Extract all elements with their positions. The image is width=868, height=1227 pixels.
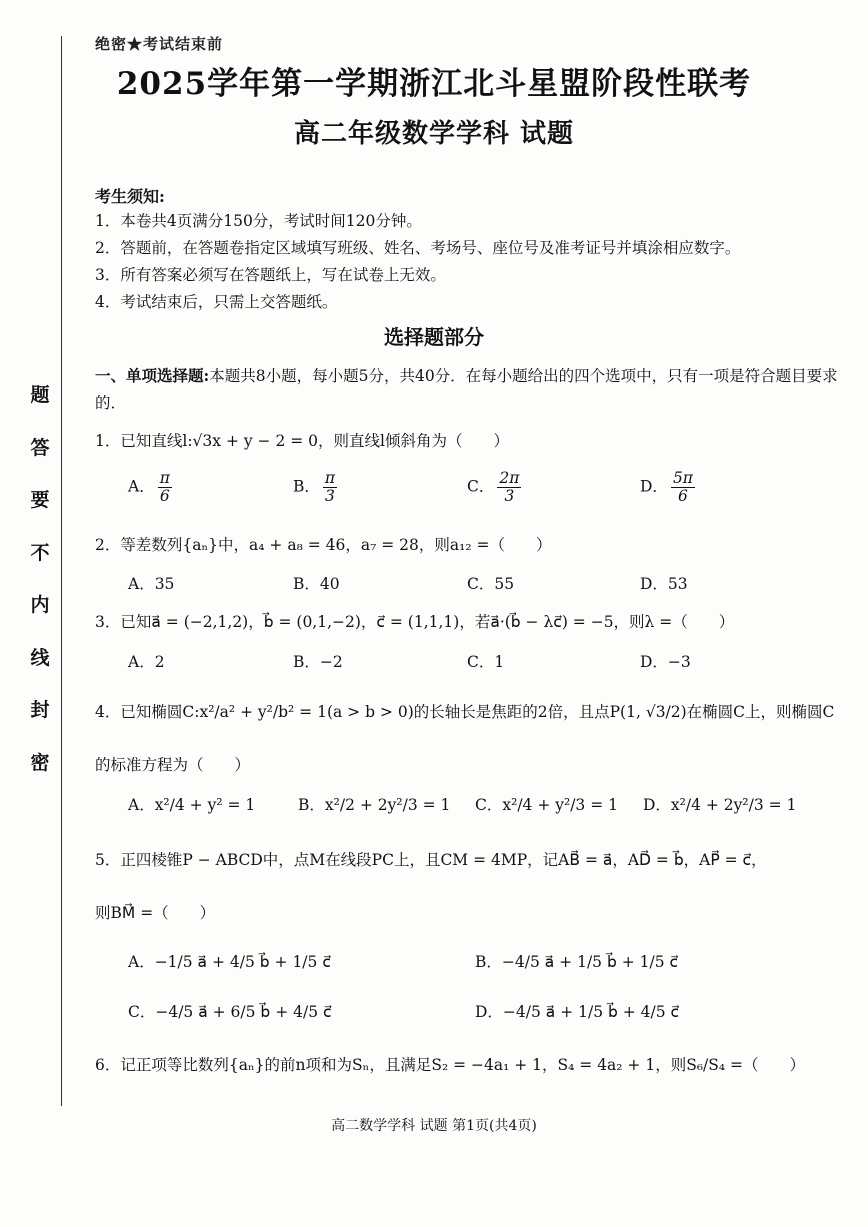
notice-item: 1．本卷共4页满分150分，考试时间120分钟。 xyxy=(95,212,422,230)
q3-option-a: A．2 xyxy=(128,653,165,671)
notice-item: 4．考试结束后，只需上交答题纸。 xyxy=(95,293,338,311)
q2-option-a: A．35 xyxy=(128,575,175,593)
q5-option-d: D．−4/5 a⃗ + 1/5 b⃗ + 4/5 c⃗ xyxy=(475,1003,680,1021)
q3-option-c: C．1 xyxy=(467,653,505,671)
q4-option-b: B．x²/2 + 2y²/3 = 1 xyxy=(298,796,451,814)
question-3-stem: 3．已知a⃗ = (−2,1,2)，b⃗ = (0,1,−2)，c⃗ = (1,1,1)，若a⃗·(b⃗ − λc⃗) = −5，则λ =（ ） xyxy=(95,613,735,631)
question-5-stem-cont: 则BM⃗ =（ ） xyxy=(95,904,216,922)
q2-option-c: C．55 xyxy=(467,575,515,593)
question-4-stem: 4．已知椭圆C:x²/a² + y²/b² = 1(a > b > 0)的长轴长是焦距的2倍，且点P(1, √3/2)在椭圆C上，则椭圆C xyxy=(95,703,835,721)
q5-option-a: A．−1/5 a⃗ + 4/5 b⃗ + 1/5 c⃗ xyxy=(128,953,331,971)
question-4-stem-cont: 的标准方程为（ ） xyxy=(95,756,251,774)
part-label: 一、单项选择题: xyxy=(95,366,210,385)
q4-option-c: C．x²/4 + y²/3 = 1 xyxy=(475,796,618,814)
question-2-stem: 2．等差数列{aₙ}中，a₄ + a₈ = 46，a₇ = 28，则a₁₂ =（ ） xyxy=(95,536,552,554)
notice-item: 3．所有答案必须写在答题纸上，写在试卷上无效。 xyxy=(95,266,446,284)
notice-heading: 考生须知: xyxy=(95,187,165,206)
part-text: 本题共8小题，每小题5分，共40分．在每小题给出的四个选项中，只有一项是符合题目要求的． xyxy=(95,367,838,412)
exam-title: 2025学年第一学期浙江北斗星盟阶段性联考 xyxy=(116,66,752,102)
part-instructions xyxy=(95,362,860,417)
page-footer: 高二数学学科 试题 第1页(共4页) xyxy=(331,1118,537,1134)
seal-char: 题 xyxy=(30,384,50,406)
question-1-stem: 1．已知直线l:√3x + y − 2 = 0，则直线l倾斜角为（ ） xyxy=(95,432,509,450)
seal-char: 内 xyxy=(30,594,50,616)
seal-warning xyxy=(28,380,52,800)
q3-option-b: B．−2 xyxy=(293,653,343,671)
seal-char: 线 xyxy=(30,646,50,669)
confidential-note: 绝密★考试结束前 xyxy=(95,35,224,53)
q4-option-a: A．x²/4 + y² = 1 xyxy=(128,796,256,814)
seal-char: 答 xyxy=(30,436,50,459)
q1-option-d: D． $\frac{5\pi}{6}$ xyxy=(640,469,693,506)
seal-char: 封 xyxy=(30,699,50,721)
q4-option-d: D．x²/4 + 2y²/3 = 1 xyxy=(643,796,797,814)
question-6-stem: 6．记正项等比数列{aₙ}的前n项和为Sₙ，且满足S₂ = −4a₁ + 1，S₄ = 4a₂ + 1，则S₆/S₄ =（ ） xyxy=(95,1056,806,1074)
q1-option-a: A． $\frac{\pi}{6}$ xyxy=(128,469,170,506)
q5-option-c: C．−4/5 a⃗ + 6/5 b⃗ + 4/5 c⃗ xyxy=(128,1003,332,1021)
notice-item: 2．答题前，在答题卷指定区域填写班级、姓名、考场号、座位号及准考证号并填涂相应数字。 xyxy=(95,239,741,257)
seal-char: 要 xyxy=(30,489,50,511)
q1-option-b: B． $\frac{\pi}{3}$ xyxy=(293,469,336,506)
section-title: 选择题部分 xyxy=(384,325,484,349)
q3-option-d: D．−3 xyxy=(640,653,691,671)
q2-option-b: B．40 xyxy=(293,575,340,593)
q2-option-d: D．53 xyxy=(640,575,688,593)
seal-char: 不 xyxy=(30,541,50,564)
q5-option-b: B．−4/5 a⃗ + 1/5 b⃗ + 1/5 c⃗ xyxy=(475,953,679,971)
seal-char: 密 xyxy=(30,751,50,774)
exam-subtitle: 高二年级数学学科 试题 xyxy=(293,119,575,149)
question-5-stem: 5．正四棱锥P − ABCD中，点M在线段PC上，且CM = 4MP，记AB⃗ = a⃗，AD⃗ = b⃗，AP⃗ = c⃗， xyxy=(95,851,767,869)
q1-option-c: C． $\frac{2\pi}{3}$ xyxy=(467,469,520,506)
binding-line xyxy=(61,36,62,1106)
